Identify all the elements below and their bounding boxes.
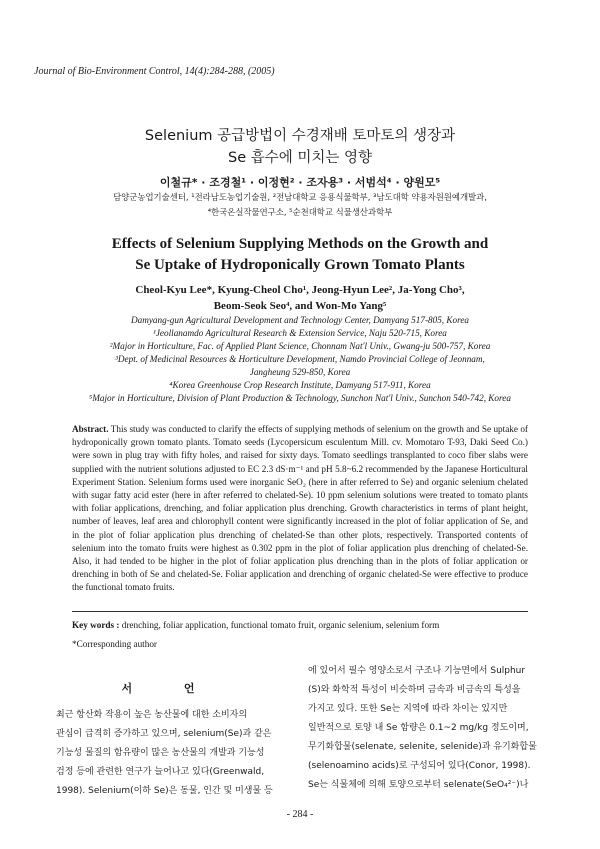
body-line: 관심이 급격히 증가하고 있으며, selenium(Se)과 같은 (56, 729, 272, 739)
body-line: (selenoamino acids)로 구성되어 있다(Conor, 1998). (308, 761, 531, 771)
english-affiliation-3: ²Major in Horticulture, Fac. of Applied Plant Science, Chonnam Nat'l Univ., Gwang-ju 500-757, Korea (109, 341, 491, 351)
body-line: 가지고 있다. 또한 Se는 지역에 따라 차이는 있지만 (308, 704, 508, 714)
divider-top (72, 611, 528, 612)
english-affiliation-2: ¹Jeollanamdo Agricultural Research & Extension Service, Naju 520-715, Korea (153, 328, 447, 338)
body-line: 검정 등에 관련한 연구가 늘어나고 있다(Greenwald, (56, 767, 265, 777)
english-affiliation-4: ³Dept. of Medicinal Resources & Horticulture Development, Namdo Provincial College of Jeonnam, (115, 354, 485, 364)
body-line: 무기화합물(selenate, selenite, selenide)과 유기화합물 (308, 742, 537, 752)
korean-authors: 이철규* · 조경철¹ · 이정현² · 조자용³ · 서범석⁴ · 양원모⁵ (159, 176, 441, 189)
abstract (72, 423, 528, 595)
journal-citation: Journal of Bio-Environment Control, 14(4):284-288, (2005) (34, 66, 275, 77)
page-number: - 284 - (286, 809, 314, 820)
korean-title-line-2: Se 흡수에 미치는 영향 (227, 150, 372, 166)
english-authors-line-1: Cheol-Kyu Lee*, Kyung-Cheol Cho¹, Jeong-Hyun Lee², Ja-Yong Cho³, (135, 284, 465, 296)
english-title-line-1: Effects of Selenium Supplying Methods on the Growth and (111, 236, 489, 252)
right-column-body (308, 662, 556, 795)
body-line: 에 있어서 필수 영양소로서 구조나 기능면에서 Sulphur (308, 666, 526, 676)
korean-affiliations-line-2: ⁴한국온실작물연구소, ⁵순천대학교 식물생산과학부 (207, 207, 393, 217)
body-line: 일반적으로 토양 내 Se 함량은 0.1~2 mg/kg 정도이며, (308, 723, 529, 733)
abstract-label: Abstract. (72, 424, 109, 434)
korean-affiliations-line-1: 담양군농업기술센터, ¹전라남도농업기술원, ²전남대학교 응용식물학부, ³남도대학 약용자원원예개발과, (113, 192, 487, 202)
english-affiliation-6: ⁵Major in Horticulture, Division of Plant Production & Technology, Sunchon Nat'l Univ., Sunchon 540-742, Korea (89, 393, 511, 403)
keywords-text: drenching, foliar application, functional tomato fruit, organic selenium, selenium form (121, 620, 440, 630)
english-authors-line-2: Beom-Seok Seo⁴, and Won-Mo Yang⁵ (213, 300, 387, 312)
english-affiliation-5: ⁴Korea Greenhouse Crop Research Institute, Damyang 517-911, Korea (169, 380, 431, 390)
keywords-label: Key words : (72, 620, 120, 630)
abstract-text: This study was conducted to clarify the effects of supplying methods of selenium on the growth and Se uptake of hydroponically grown tomato plants. Tomato seeds (Lycopersicum esculentum Mill. cv. Momotaro T-93, Daki Seed Co.) were sown in plug tray with fifty holes, and raised for sixty days. Tomato seedlings transplanted to coco fiber slabs were supplied with the nutrient solutions adjusted to EC 2.3 dS·m⁻¹ and pH 5.8~6.2 recommended by the Japanese Horticultural Experiment Station. Selenium forms used were inorganic SeO₂ (here in after referred to Se) and organic selenium chelated with sugar fatty acid ester (here in after referred to chelated-Se). 10 ppm selenium solutions were treated to tomato plants with foliar applications, drenching, and foliar application plus drenching. Growth characteristics in terms of plant height, number of leaves, leaf area and chlorophyll content were significantly increased in the plot of foliar application of Se, and in the plot of foliar application plus drenching of chelated-Se than other plots, respectively. Transported contents of selenium into the tomato fruits were highest as 0.302 ppm in the plot of foliar application plus drenching of chelated-Se. Also, it had tended to be higher in the plot of foliar application plus drenching than in the plots of foliar application or drenching in both of Se and chelated-Se. Foliar application and drenching of organic chelated-Se were effective to produce the functional tomato fruits. (72, 424, 528, 593)
body-line: Se는 식물체에 의해 토양으로부터 selenate(SeO₄²⁻)나 (308, 780, 529, 790)
body-line: 1998). Selenium(이하 Se)은 동물, 인간 및 미생물 등 (56, 786, 273, 796)
body-line: 기능성 물질의 함유량이 많은 농산물의 개발과 기능성 (56, 748, 265, 758)
english-title-line-2: Se Uptake of Hydroponically Grown Tomato Plants (135, 257, 465, 273)
english-affiliation-4-cont: Jangheung 529-850, Korea (249, 367, 351, 377)
body-line: 최근 항산화 작용이 높은 농산물에 대한 소비자의 (56, 710, 248, 720)
english-affiliation-1: Damyang-gun Agricultural Development and Technology Center, Damyang 517-805, Korea (130, 315, 470, 325)
body-line: (S)와 화학적 특성이 비슷하며 금속과 비금속의 특성을 (308, 685, 521, 695)
corresponding-author-note: *Corresponding author (72, 639, 157, 649)
left-column-body (56, 706, 304, 801)
section-heading-introduction: 서 언 (121, 682, 219, 695)
keywords (72, 620, 528, 630)
korean-title-line-1: Selenium 공급방법이 수경재배 토마토의 생장과 (144, 128, 456, 144)
